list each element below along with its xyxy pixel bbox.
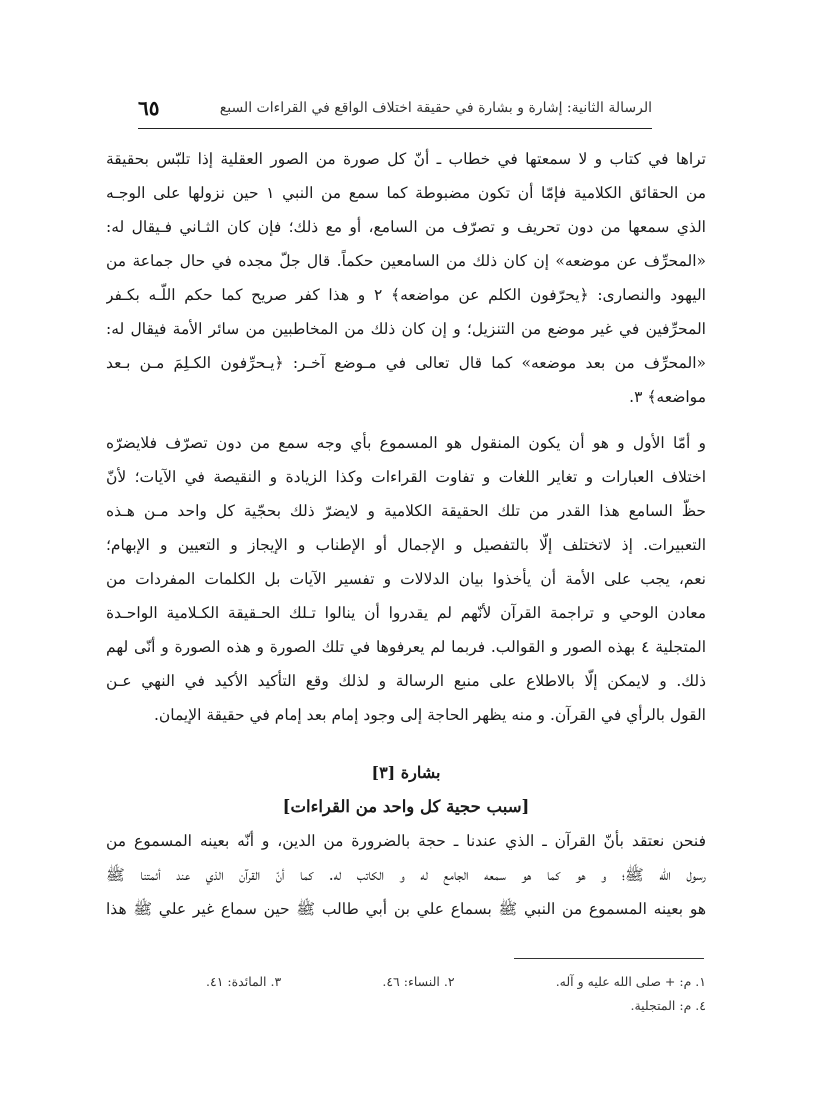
text-line: «المحرِّف عن موضعه» إن كان ذلك من السامعين حكماً. قال جلّ مجده في حال جماعة من bbox=[106, 252, 706, 270]
footnotes bbox=[206, 970, 706, 1018]
text-line: معادن الوحي و تراجمة القرآن لأنّهم لم يقدروا أن ينالوا تـلك الحـقيقة الكـلامية الواحـدة bbox=[106, 604, 706, 622]
text-line: مواضعه﴾ ٣. bbox=[629, 388, 706, 406]
paragraph-1 bbox=[106, 142, 706, 414]
text-line: ذلك. و لايمكن إلّا بالاطلاع على منبع الرسالة و لذلك وقع التأكيد الأكيد في النهي عـن bbox=[106, 672, 706, 690]
text-line: «المحرِّف من بعد موضعه» كما قال تعالى في مـوضع آخـر: ﴿يـحرِّفون الكـلِمَ مـن بـعد bbox=[106, 354, 706, 372]
text-line: الذي سمعها من دون تحريف و تصرّف من السامع، أو مع ذلك؛ فإن كان الثـاني فـيقال له: bbox=[106, 218, 706, 236]
text-line: رسول اللّه ﷺ؛ و هو كما هو سمعه الجامع له و الكاتب له. كما أنّ القرآن الذي عند أئمتنا ﷺ bbox=[106, 866, 706, 884]
text-line: من الحقائق الكلامية فإمّا أن تكون مضبوطة كما سمع من النبي ١ حين نزولها على الوجـه bbox=[106, 184, 706, 202]
footnote-1: ١. م: + صلى الله عليه و آله. bbox=[555, 974, 706, 989]
paragraph-3 bbox=[106, 824, 706, 926]
footnote-3: ٣. المائدة: ٤١. bbox=[206, 974, 282, 989]
text-line: تراها في كتاب و لا سمعتها في خطاب ـ أنّ كل صورة من الصور العقلية إذا تلبّس بحقيقة bbox=[106, 150, 706, 168]
text-line: اختلاف العبارات و تغاير اللغات و تفاوت القراءات وكذا الزيادة و النقيصة في الآيات؛ لأنّ bbox=[106, 468, 706, 486]
text-line: و أمّا الأول و هو أن يكون المنقول هو المسموع بأي وجه سمع من دون تصرّف فلايضرّه bbox=[106, 434, 706, 452]
text-line: المحرِّفين في غير موضع من التنزيل؛ و إن كان ذلك من المخاطبين من سائر الأمة فيقال له: bbox=[106, 320, 706, 338]
page-header bbox=[138, 88, 652, 129]
text-line: حظّ السامع هذا القدر من تلك الحقيقة الكلامية و لايضرّ ذلك بحجّية كل واحد مـن هـذه bbox=[106, 502, 706, 520]
text-line: القول بالرأي في القرآن. و منه يظهر الحاجة إلى وجود إمام بعد إمام في حقيقة الإيمان. bbox=[153, 706, 706, 724]
footnote-4: ٤. م: المتجلية. bbox=[630, 998, 706, 1013]
section-title: بشارة [٣] bbox=[371, 763, 441, 782]
text-line: اليهود والنصارى: ﴿يحرّفون الكلم عن مواضعه﴾ ٢ و هذا كفر صريح كما حكم اللّـه بكـفر bbox=[106, 286, 706, 304]
text-line: هو بعينه المسموع من النبي ﷺ بسماع علي بن أبي طالب ﷺ حين سماع غير علي ﷺ هذا bbox=[106, 900, 706, 918]
text-line: نعم، يجب على الأمة أن يأخذوا بيان الدلالات و تفسير الآيات بل الكلمات المفردات من bbox=[106, 570, 706, 588]
paragraph-2 bbox=[106, 426, 706, 732]
body-text bbox=[106, 142, 706, 926]
text-line: فنحن نعتقد بأنّ القرآن ـ الذي عندنا ـ حجة بالضرورة من الدين، و أنّه بعينه المسموع من bbox=[106, 832, 706, 850]
footnote-2: ٢. النساء: ٤٦. bbox=[382, 974, 455, 989]
running-title: الرسالة الثانية: إشارة و بشارة في حقيقة اختلاف الواقع في القراءات السبع bbox=[219, 100, 652, 116]
section-subtitle: [سبب حجية كل واحد من القراءات] bbox=[282, 797, 530, 816]
text-line: التعبيرات. إذ لاتختلف إلّا بالتفصيل و الإجمال أو الإطناب و الإيجاز و التعيين و الإبهام؛ bbox=[106, 536, 706, 554]
footnote-divider bbox=[514, 958, 704, 959]
text-line: المتجلية ٤ بهذه الصور و القوالب. فربما لم يعرفوها في تلك الصورة و هذه الصورة و أنّى لهم bbox=[106, 638, 706, 656]
page-number: ٦٥ bbox=[138, 96, 160, 120]
